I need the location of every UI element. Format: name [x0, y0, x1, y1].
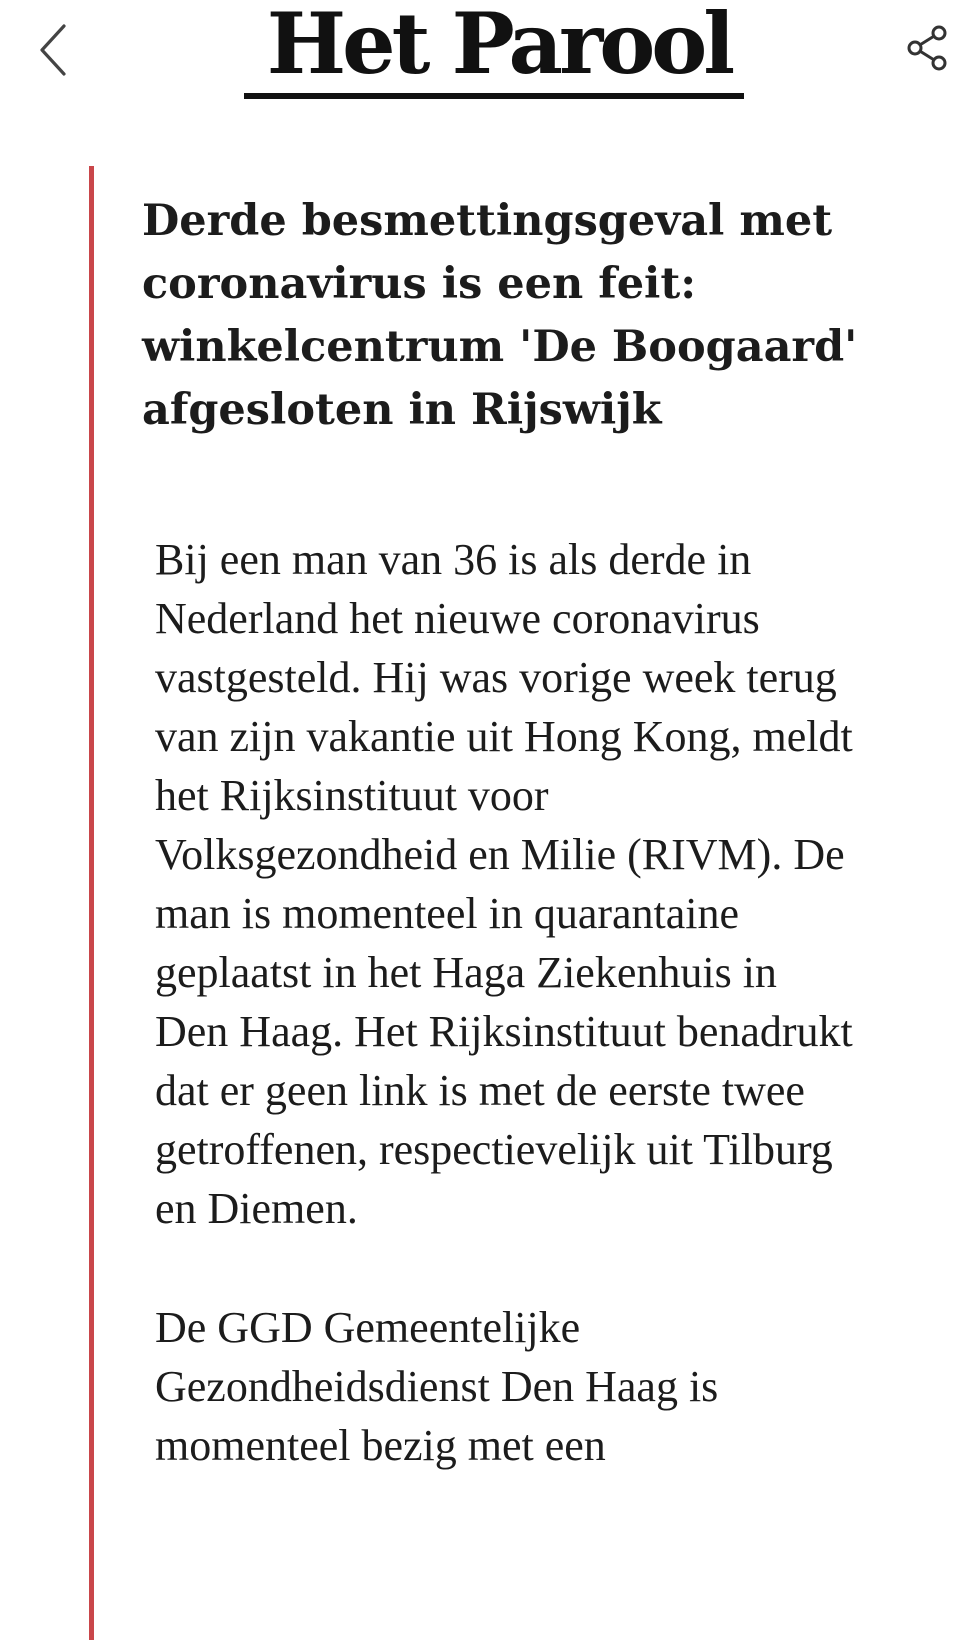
article-paragraph: Bij een man van 36 is als derde in Nederland het nieuwe coronavirus vastgesteld. Hij was vorige week terug van zijn vakantie uit Hong Kong, meldt het Rijksinstituut voor Volksgezondheid en Milie (RIVM). De man is momenteel in quarantaine geplaatst in het Haga Ziekenhuis in Den Haag. Het Rijksinstituut benadrukt dat er geen link is met de eerste twee getroffenen, respectievelijk uit Tilburg en Diemen. [155, 535, 853, 1233]
back-button[interactable] [28, 18, 78, 82]
chevron-left-icon [36, 22, 70, 78]
article-accent-bar [89, 166, 94, 1640]
article-body [155, 530, 855, 1535]
share-button[interactable] [898, 18, 956, 78]
article-paragraph: De GGD Gemeentelijke Gezondheidsdienst Den Haag is momenteel bezig met een [155, 1303, 719, 1470]
article-headline: Derde besmettingsgeval met coronavirus is een feit: winkelcentrum 'De Boogaard' afgesloten in Rijswijk [142, 196, 858, 435]
share-icon [902, 23, 952, 73]
logo-underline [244, 93, 744, 99]
publication-logo[interactable]: Het Parool [266, 0, 732, 93]
top-bar [0, 0, 980, 120]
